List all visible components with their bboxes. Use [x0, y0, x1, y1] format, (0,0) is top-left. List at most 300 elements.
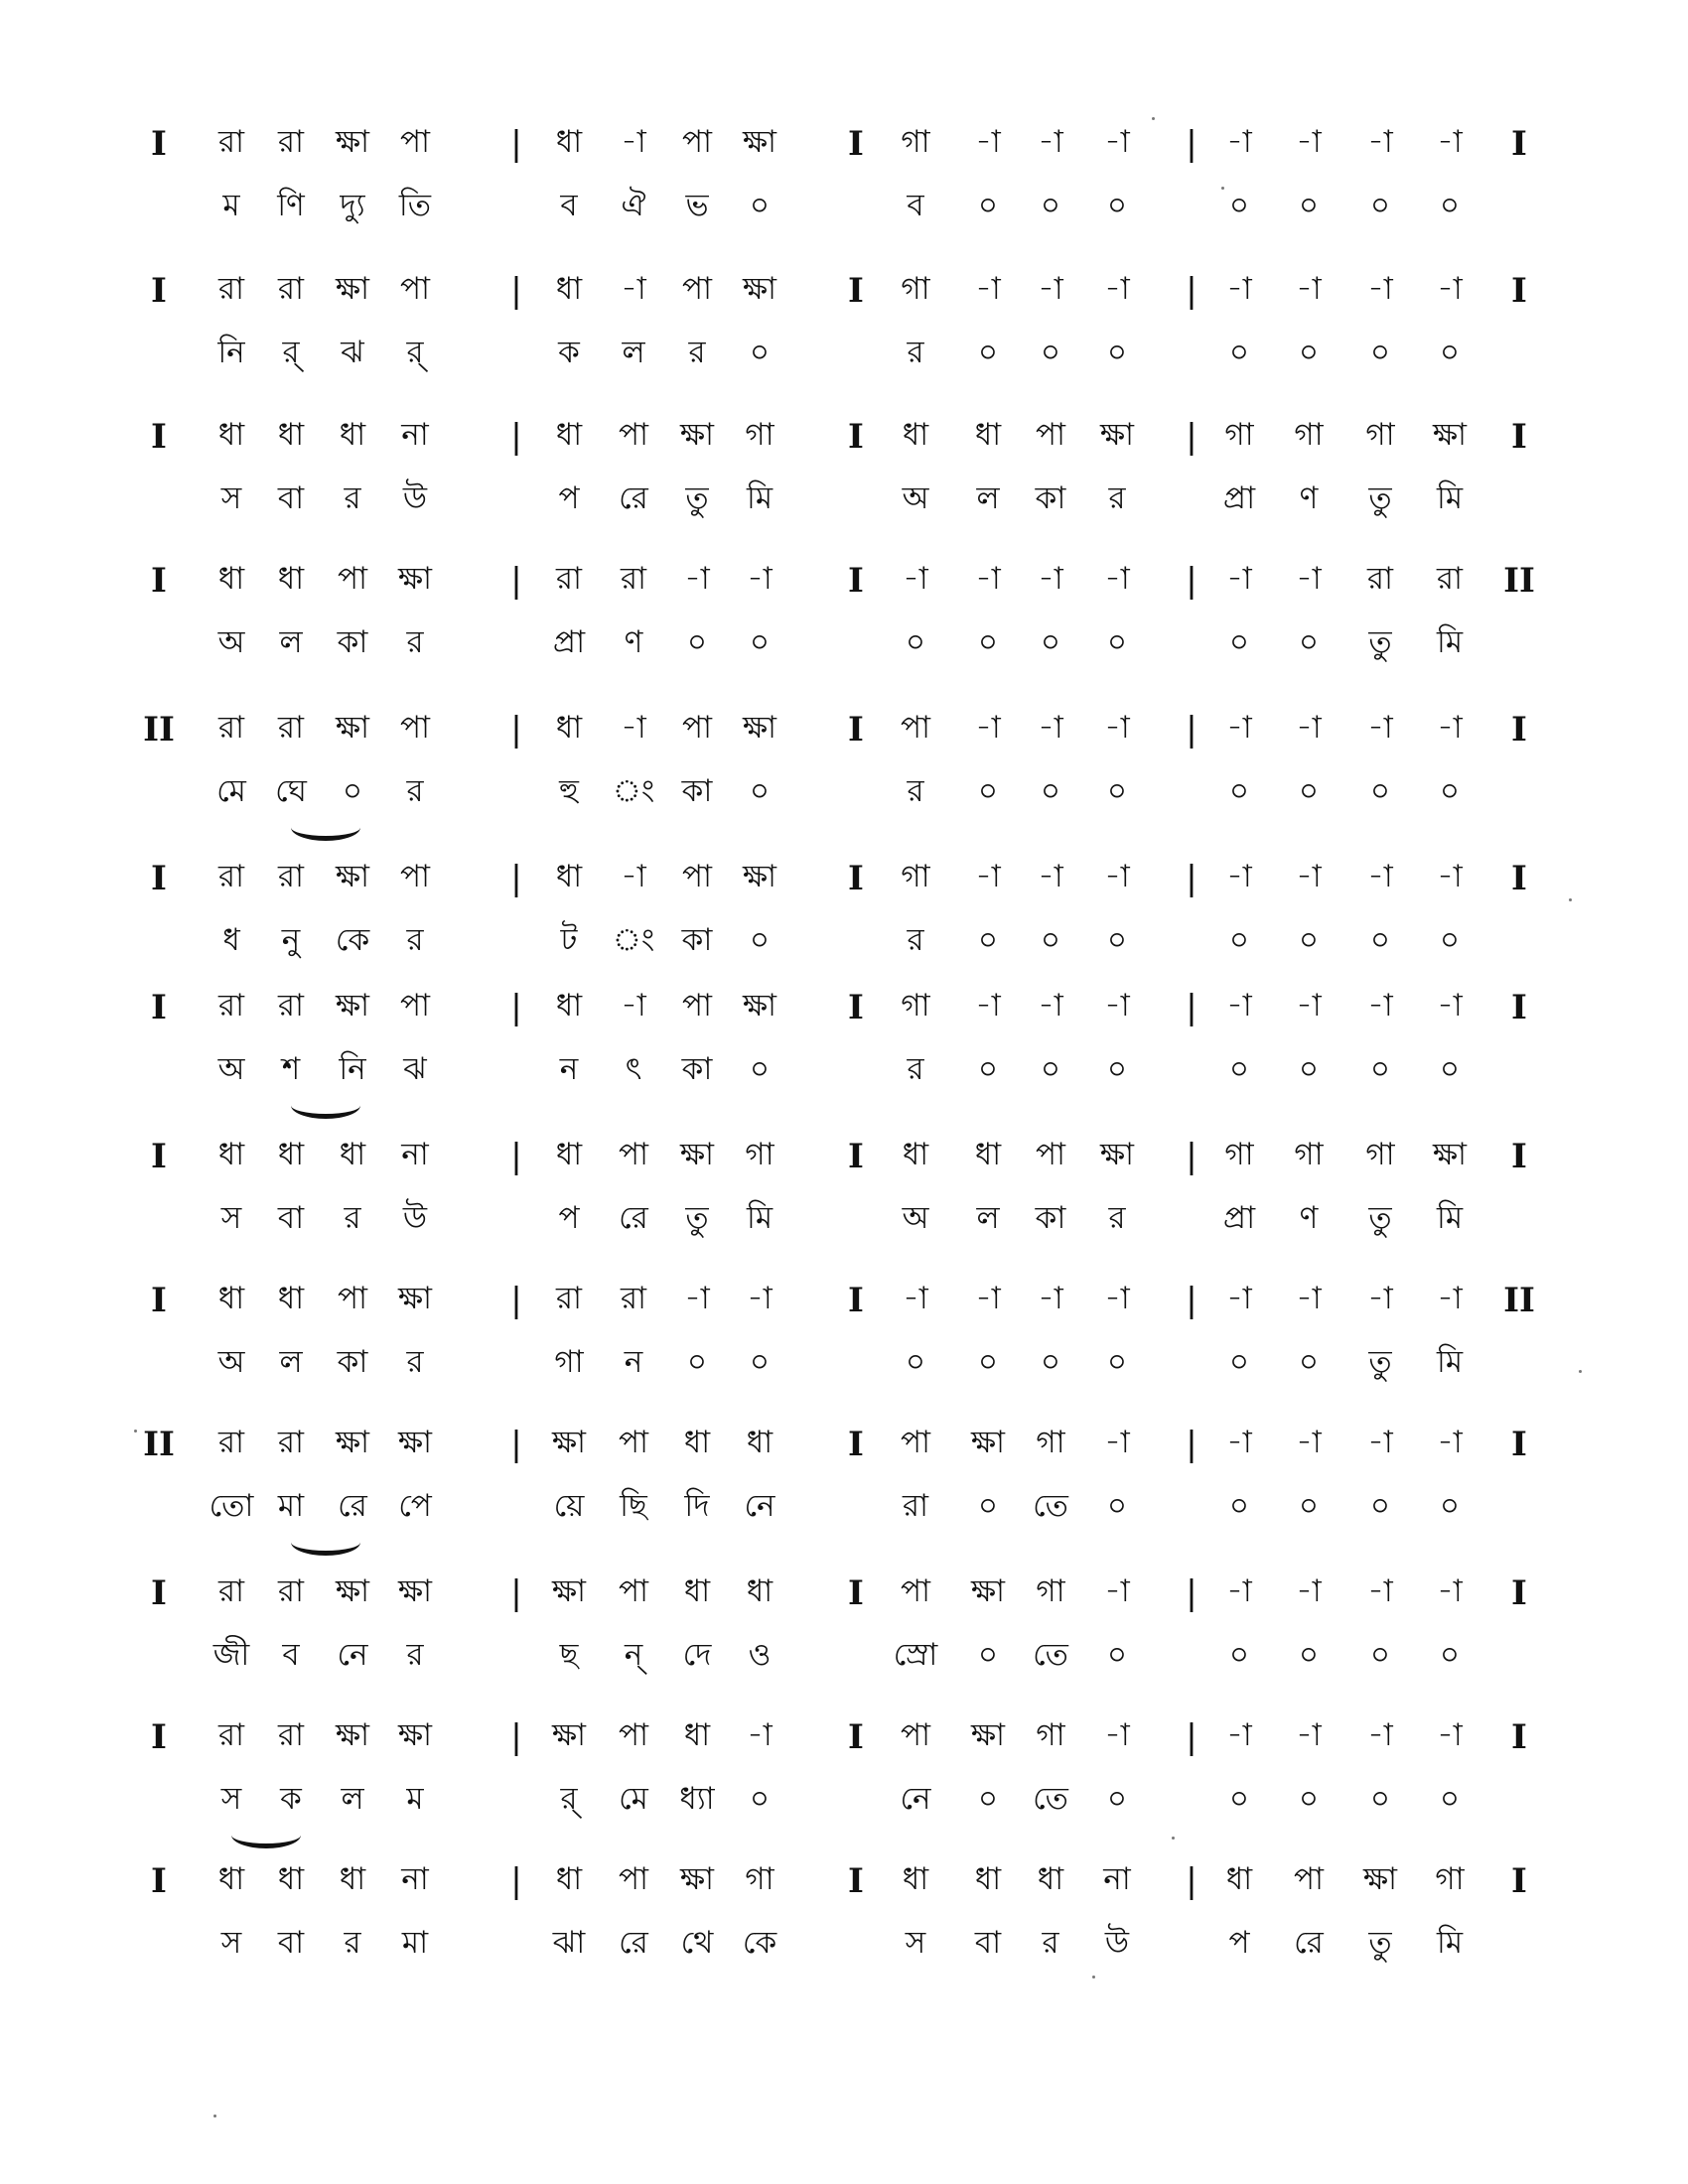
swara-note: -া: [1038, 561, 1063, 597]
section-bar-mark: I: [1511, 1573, 1527, 1613]
lyric-syllable: প: [1228, 1925, 1250, 1961]
section-bar-mark: I: [848, 1137, 864, 1176]
swara-note: -া: [975, 988, 1001, 1024]
section-bar-mark: I: [151, 859, 167, 898]
lyric-syllable: ০: [1228, 922, 1250, 958]
lyric-syllable: জী: [212, 1637, 250, 1673]
section-bar-mark: I: [848, 1861, 864, 1901]
swara-note: ক্ষা: [970, 1573, 1006, 1609]
lyric-syllable: ০: [977, 1051, 999, 1087]
swara-note: পা: [618, 1425, 649, 1460]
lyric-syllable: ০: [1228, 188, 1250, 223]
swara-note: -া: [621, 859, 646, 894]
beat-divider: |: [510, 859, 522, 898]
lyric-syllable: বা: [974, 1925, 1002, 1961]
scan-speck: [1569, 898, 1572, 901]
lyric-syllable: ০: [749, 1781, 771, 1817]
section-bar-mark: I: [151, 988, 167, 1027]
swara-note: -া: [1226, 124, 1252, 160]
section-bar-mark: I: [848, 1717, 864, 1757]
lyric-syllable: উ: [402, 1200, 428, 1236]
swara-note: ক্ষা: [1099, 1137, 1135, 1172]
lyric-syllable: তে: [1033, 1637, 1068, 1673]
lyric-syllable: নে: [744, 1488, 775, 1524]
lyric-syllable: নে: [337, 1637, 368, 1673]
lyric-syllable: ণি: [277, 188, 305, 223]
swara-note: ধা: [555, 417, 583, 453]
lyric-syllable: তু: [685, 480, 709, 516]
lyric-syllable: ল: [622, 335, 645, 370]
swara-note: -া: [1226, 988, 1252, 1024]
swara-note: -া: [1296, 561, 1322, 597]
lyric-syllable: তু: [1368, 480, 1392, 516]
beat-divider: |: [1186, 1861, 1197, 1901]
swara-note: ধা: [339, 1137, 366, 1172]
lyric-syllable: ম: [222, 188, 240, 223]
lyric-syllable: ০: [977, 773, 999, 809]
lyric-syllable: মা: [277, 1488, 305, 1524]
lyric-syllable: ০: [1369, 1637, 1391, 1673]
swara-note: ক্ষা: [397, 1425, 433, 1460]
swara-note: -া: [684, 561, 710, 597]
swara-note: পা: [900, 710, 931, 746]
lyric-syllable: কা: [681, 922, 713, 958]
swara-note: ক্ষা: [397, 1281, 433, 1316]
beat-divider: |: [510, 271, 522, 311]
double-bar-mark: II: [143, 1425, 175, 1464]
swara-note: রা: [1366, 561, 1394, 597]
lyric-syllable: নু: [281, 922, 301, 958]
lyric-syllable: অ: [902, 1200, 929, 1236]
beat-divider: |: [510, 124, 522, 164]
swara-note: রা: [277, 1425, 305, 1460]
lyric-syllable: ০: [1439, 1051, 1461, 1087]
swara-note: পা: [681, 271, 713, 307]
lyric-syllable: ০: [1298, 335, 1320, 370]
lyric-syllable: ০: [977, 1344, 999, 1380]
lyric-syllable: উ: [402, 480, 428, 516]
lyric-syllable: ং: [612, 773, 655, 809]
section-bar-mark: I: [1511, 1137, 1527, 1176]
swara-note: -া: [1226, 859, 1252, 894]
lyric-syllable: ০: [1298, 1488, 1320, 1524]
lyric-syllable: বা: [277, 1200, 305, 1236]
lyric-syllable: অ: [217, 1051, 245, 1087]
swara-note: ক্ষা: [397, 561, 433, 597]
swara-note: -া: [1226, 561, 1252, 597]
lyric-syllable: র: [406, 922, 424, 958]
swara-note: গা: [901, 988, 930, 1024]
swara-note: -া: [621, 124, 646, 160]
swara-note: ক্ষা: [1432, 417, 1468, 453]
lyric-syllable: ০: [1439, 1637, 1461, 1673]
lyric-syllable: স্রো: [893, 1637, 938, 1673]
lyric-syllable: ০: [1298, 624, 1320, 660]
swara-note: রা: [1436, 561, 1464, 597]
lyric-syllable: ৎ: [625, 1051, 642, 1087]
lyric-syllable: র: [1042, 1925, 1059, 1961]
lyric-syllable: ০: [749, 1051, 771, 1087]
lyric-syllable: ল: [279, 624, 303, 660]
swara-note: -া: [621, 988, 646, 1024]
beat-divider: |: [1186, 1425, 1197, 1464]
swara-note: ধা: [277, 417, 305, 453]
swara-note: রা: [277, 859, 305, 894]
lyric-syllable: ল: [976, 1200, 1000, 1236]
swara-note: -া: [1226, 1281, 1252, 1316]
swara-note: -া: [747, 561, 773, 597]
lyric-syllable: ল: [279, 1344, 303, 1380]
swara-note: ক্ষা: [335, 710, 370, 746]
section-bar-mark: I: [151, 1281, 167, 1320]
swara-note: -া: [975, 561, 1001, 597]
beat-divider: |: [1186, 561, 1197, 601]
swara-note: -া: [1437, 1717, 1463, 1753]
swara-note: পা: [399, 988, 431, 1024]
lyric-syllable: ০: [1040, 1051, 1061, 1087]
swara-note: ধা: [555, 859, 583, 894]
lyric-syllable: ব: [282, 1637, 300, 1673]
swara-note: রা: [277, 710, 305, 746]
lyric-syllable: ০: [977, 188, 999, 223]
swara-note: -া: [1296, 1281, 1322, 1316]
swara-note: -া: [975, 271, 1001, 307]
swara-note: -া: [1296, 859, 1322, 894]
lyric-syllable: র: [406, 773, 424, 809]
lyric-syllable: দি: [684, 1488, 710, 1524]
lyric-syllable: ০: [1439, 335, 1461, 370]
swara-note: -া: [1367, 1425, 1393, 1460]
swara-note: রা: [277, 988, 305, 1024]
swara-note: ক্ষা: [742, 271, 777, 307]
lyric-syllable: র: [344, 1925, 361, 1961]
swara-note: ক্ষা: [742, 988, 777, 1024]
lyric-syllable: ০: [1106, 624, 1128, 660]
lyric-syllable: তু: [1368, 1200, 1392, 1236]
swara-note: -া: [975, 710, 1001, 746]
swara-note: -া: [1104, 1717, 1130, 1753]
swara-note: গা: [745, 417, 774, 453]
swara-note: -া: [1104, 988, 1130, 1024]
swara-note: ক্ষা: [335, 271, 370, 307]
scan-speck: [1092, 1976, 1095, 1979]
lyric-syllable: ০: [905, 624, 926, 660]
swara-note: ক্ষা: [397, 1717, 433, 1753]
lyric-syllable: প্রা: [552, 624, 586, 660]
beat-divider: |: [1186, 988, 1197, 1027]
lyric-syllable: ০: [1228, 1637, 1250, 1673]
lyric-syllable: ০: [1040, 773, 1061, 809]
lyric-syllable: ০: [1298, 1051, 1320, 1087]
lyric-syllable: ছি: [620, 1488, 647, 1524]
section-bar-mark: I: [848, 417, 864, 457]
swara-note: রা: [217, 1425, 245, 1460]
lyric-syllable: অ: [217, 1344, 245, 1380]
lyric-syllable: তো: [209, 1488, 254, 1524]
swara-note: ক্ষা: [551, 1573, 587, 1609]
lyric-syllable: নি: [217, 335, 245, 370]
beat-divider: |: [1186, 1137, 1197, 1176]
double-bar-mark: II: [1503, 561, 1535, 601]
swara-note: ধা: [902, 417, 929, 453]
swara-note: ক্ষা: [551, 1425, 587, 1460]
lyric-syllable: ০: [1439, 1781, 1461, 1817]
swara-note: -া: [1437, 710, 1463, 746]
swara-note: ধা: [1225, 1861, 1253, 1897]
lyric-syllable: ক: [558, 335, 580, 370]
beat-divider: |: [510, 988, 522, 1027]
lyric-syllable: ০: [1228, 1781, 1250, 1817]
swara-note: ক্ষা: [335, 1717, 370, 1753]
swara-note: ক্ষা: [679, 1137, 715, 1172]
lyric-syllable: মি: [1436, 1200, 1464, 1236]
lyric-syllable: ০: [1040, 624, 1061, 660]
lyric-syllable: স: [220, 1925, 242, 1961]
beat-divider: |: [1186, 1717, 1197, 1757]
lyric-syllable: র: [907, 1051, 924, 1087]
lyric-syllable: ০: [1106, 335, 1128, 370]
lyric-syllable: র্: [282, 335, 300, 370]
swara-note: -া: [1104, 859, 1130, 894]
swara-note: ধা: [277, 1861, 305, 1897]
lyric-syllable: নি: [339, 1051, 366, 1087]
lyric-syllable: দে: [682, 1637, 712, 1673]
lyric-syllable: ০: [686, 1344, 708, 1380]
scan-speck: [1152, 117, 1155, 120]
lyric-syllable: ট: [560, 922, 578, 958]
lyric-syllable: ০: [342, 773, 363, 809]
swara-note: -া: [1104, 561, 1130, 597]
lyric-syllable: র্: [406, 335, 424, 370]
section-bar-mark: I: [151, 271, 167, 311]
swara-note: পা: [900, 1425, 931, 1460]
swara-note: পা: [681, 124, 713, 160]
swara-note: রা: [555, 1281, 583, 1316]
section-bar-mark: I: [1511, 271, 1527, 311]
lyric-syllable: প্রা: [1222, 480, 1256, 516]
lyric-syllable: য়ে: [553, 1488, 585, 1524]
swara-note: -া: [1038, 710, 1063, 746]
section-bar-mark: I: [151, 561, 167, 601]
lyric-syllable: ০: [1369, 773, 1391, 809]
scan-speck: [134, 1430, 137, 1433]
swara-note: ধা: [974, 1137, 1002, 1172]
swara-note: ক্ষা: [1099, 417, 1135, 453]
lyric-syllable: উ: [1104, 1925, 1130, 1961]
swara-note: -া: [1226, 1573, 1252, 1609]
beat-divider: |: [1186, 124, 1197, 164]
lyric-syllable: ০: [749, 922, 771, 958]
lyric-syllable: ০: [1228, 773, 1250, 809]
lyric-syllable: ০: [1040, 922, 1061, 958]
lyric-syllable: ০: [1369, 188, 1391, 223]
lyric-syllable: প: [558, 1200, 580, 1236]
beat-divider: |: [510, 561, 522, 601]
lyric-syllable: ০: [1106, 922, 1128, 958]
section-bar-mark: I: [848, 710, 864, 750]
lyric-syllable: ০: [1439, 1488, 1461, 1524]
swara-note: ক্ষা: [742, 124, 777, 160]
swara-note: ধা: [277, 1281, 305, 1316]
lyric-syllable: তু: [1368, 1925, 1392, 1961]
swara-note: ধা: [217, 1861, 245, 1897]
lyric-syllable: ০: [1228, 1488, 1250, 1524]
lyric-syllable: ০: [749, 188, 771, 223]
lyric-syllable: র: [406, 1344, 424, 1380]
lyric-syllable: ০: [1298, 1781, 1320, 1817]
lyric-syllable: ০: [1298, 922, 1320, 958]
swara-note: ক্ষা: [335, 859, 370, 894]
scan-speck: [213, 2115, 216, 2117]
lyric-syllable: কা: [681, 773, 713, 809]
swara-note: -া: [1296, 1717, 1322, 1753]
swara-note: ক্ষা: [970, 1717, 1006, 1753]
lyric-syllable: ঝ: [341, 335, 364, 370]
lyric-syllable: ০: [905, 1344, 926, 1380]
swara-note: -া: [1437, 124, 1463, 160]
lyric-syllable: ০: [1228, 624, 1250, 660]
swara-note: পা: [900, 1717, 931, 1753]
lyric-syllable: বা: [277, 480, 305, 516]
swara-note: -া: [1367, 1281, 1393, 1316]
swara-note: -া: [975, 1281, 1001, 1316]
swara-note: গা: [901, 124, 930, 160]
swara-note: ধা: [683, 1573, 711, 1609]
lyric-syllable: ০: [1106, 1051, 1128, 1087]
lyric-syllable: ০: [1439, 773, 1461, 809]
swara-note: রা: [277, 1573, 305, 1609]
lyric-syllable: ০: [977, 335, 999, 370]
swara-note: গা: [745, 1137, 774, 1172]
lyric-syllable: ০: [1106, 1344, 1128, 1380]
lyric-syllable: ০: [977, 1781, 999, 1817]
swara-note: -া: [1038, 271, 1063, 307]
lyric-syllable: ০: [686, 624, 708, 660]
beat-divider: |: [510, 1281, 522, 1320]
swara-note: ক্ষা: [679, 417, 715, 453]
lyric-syllable: নে: [900, 1781, 931, 1817]
lyric-syllable: ঘে: [275, 773, 307, 809]
section-bar-mark: I: [1511, 859, 1527, 898]
swara-note: না: [401, 1137, 429, 1172]
lyric-syllable: র: [907, 773, 924, 809]
lyric-syllable: ধ: [222, 922, 240, 958]
lyric-syllable: ০: [1040, 1344, 1061, 1380]
lyric-syllable: থে: [680, 1925, 714, 1961]
beat-divider: |: [1186, 1573, 1197, 1613]
double-bar-mark: II: [1503, 1281, 1535, 1320]
beat-divider: |: [510, 1425, 522, 1464]
swara-note: ক্ষা: [335, 1425, 370, 1460]
lyric-syllable: স: [220, 1200, 242, 1236]
swara-note: পা: [681, 988, 713, 1024]
swara-note: গা: [1036, 1573, 1065, 1609]
beat-divider: |: [510, 1717, 522, 1757]
lyric-syllable: ০: [1228, 335, 1250, 370]
lyric-syllable: ০: [749, 773, 771, 809]
swara-note: -া: [1437, 859, 1463, 894]
swara-note: গা: [1294, 417, 1324, 453]
lyric-syllable: গা: [554, 1344, 584, 1380]
swara-note: পা: [618, 1573, 649, 1609]
lyric-syllable: ন: [624, 1344, 643, 1380]
swara-note: পা: [681, 859, 713, 894]
swara-note: ধা: [217, 1281, 245, 1316]
lyric-syllable: ০: [977, 624, 999, 660]
swara-note: রা: [555, 561, 583, 597]
lyric-syllable: ০: [749, 1344, 771, 1380]
lyric-syllable: ণ: [1299, 1200, 1319, 1236]
swara-note: পা: [399, 859, 431, 894]
swara-note: ধা: [339, 417, 366, 453]
lyric-syllable: ঐ: [621, 188, 646, 223]
lyric-syllable: ০: [1040, 335, 1061, 370]
lyric-syllable: ০: [1228, 1344, 1250, 1380]
section-bar-mark: I: [848, 271, 864, 311]
swara-note: গা: [745, 1861, 774, 1897]
lyric-syllable: ঝ: [403, 1051, 427, 1087]
swara-note: রা: [217, 859, 245, 894]
lyric-syllable: হু: [559, 773, 579, 809]
lyric-syllable: ন্: [624, 1637, 643, 1673]
swara-note: ধা: [555, 1137, 583, 1172]
lyric-syllable: ০: [1106, 188, 1128, 223]
lyric-syllable: র: [907, 922, 924, 958]
swara-note: পা: [618, 1717, 649, 1753]
section-bar-mark: I: [848, 1573, 864, 1613]
section-bar-mark: I: [1511, 1861, 1527, 1901]
lyric-syllable: র: [406, 624, 424, 660]
section-bar-mark: I: [151, 417, 167, 457]
section-bar-mark: I: [848, 1281, 864, 1320]
swara-note: ক্ষা: [335, 1573, 370, 1609]
lyric-syllable: ০: [1298, 773, 1320, 809]
swara-note: রা: [217, 710, 245, 746]
section-bar-mark: I: [151, 1717, 167, 1757]
swara-note: রা: [277, 1717, 305, 1753]
swara-note: -া: [1367, 271, 1393, 307]
lyric-syllable: ০: [1439, 922, 1461, 958]
lyric-syllable: ০: [1298, 188, 1320, 223]
lyric-syllable: তু: [1368, 624, 1392, 660]
lyric-syllable: ণ: [1299, 480, 1319, 516]
swara-note: পা: [900, 1573, 931, 1609]
section-bar-mark: I: [151, 1861, 167, 1901]
swara-note: রা: [620, 561, 647, 597]
swara-note: গা: [1365, 1137, 1395, 1172]
lyric-syllable: স: [220, 1781, 242, 1817]
lyric-syllable: কা: [1035, 480, 1066, 516]
swara-note: ধা: [683, 1425, 711, 1460]
swara-note: ক্ষা: [335, 988, 370, 1024]
swara-note: ধা: [683, 1717, 711, 1753]
swara-note: -া: [1104, 124, 1130, 160]
swara-note: রা: [277, 271, 305, 307]
lyric-syllable: মা: [401, 1925, 429, 1961]
lyric-syllable: র: [907, 335, 924, 370]
swara-note: পা: [337, 1281, 368, 1316]
swara-note: ধা: [217, 1137, 245, 1172]
beat-divider: |: [1186, 710, 1197, 750]
section-bar-mark: I: [848, 561, 864, 601]
swara-note: রা: [217, 1573, 245, 1609]
section-bar-mark: I: [1511, 710, 1527, 750]
lyric-syllable: তু: [1368, 1344, 1392, 1380]
swara-note: পা: [1035, 417, 1066, 453]
lyric-syllable: কা: [1035, 1200, 1066, 1236]
section-bar-mark: I: [1511, 988, 1527, 1027]
beat-divider: |: [510, 1573, 522, 1613]
